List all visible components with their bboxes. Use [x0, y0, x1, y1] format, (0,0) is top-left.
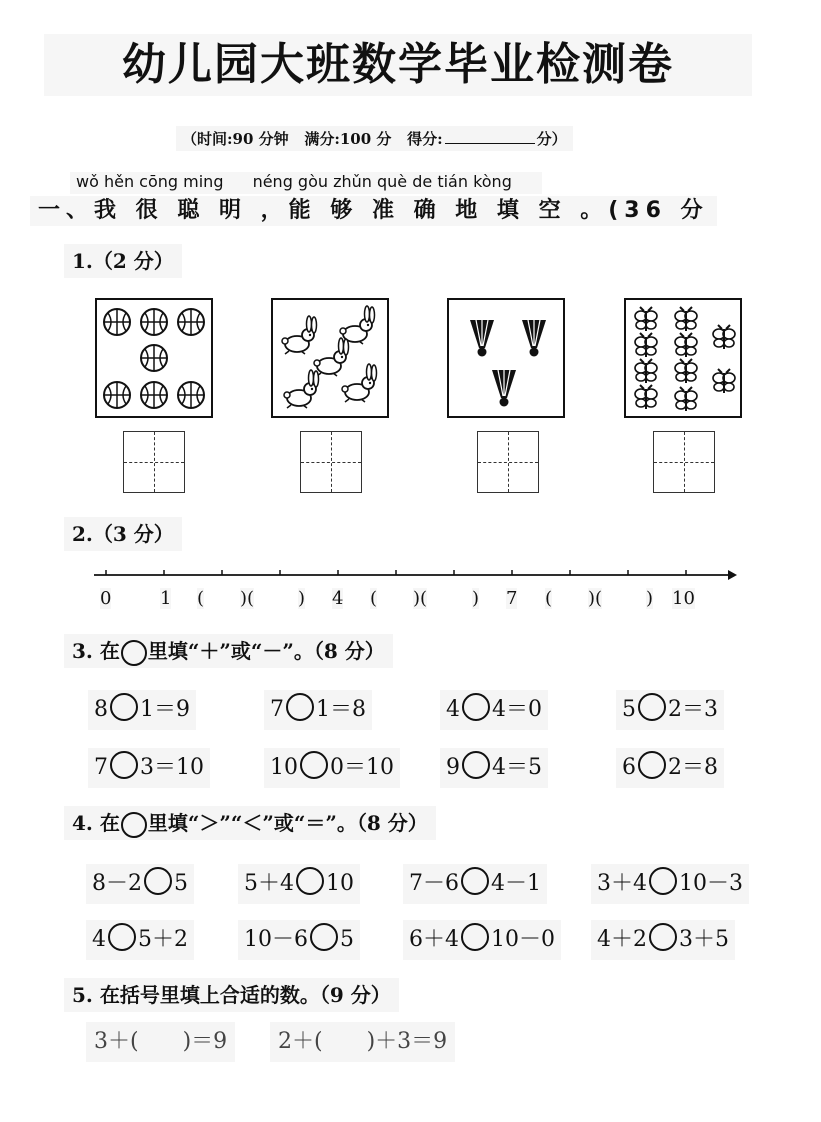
- tick-label[interactable]: )(: [413, 588, 428, 609]
- tick-label: 0: [100, 588, 112, 609]
- q5-heading: 5. 在括号里填上合适的数。（9 分）: [64, 978, 399, 1012]
- q3-equation: 7 1＝8: [264, 690, 372, 730]
- full-score: 满分:100 分: [304, 130, 392, 148]
- score-unit: 分）: [536, 130, 567, 148]
- tick-label[interactable]: )(: [240, 588, 255, 609]
- circle-icon: [121, 640, 147, 666]
- tick-label[interactable]: ): [472, 588, 480, 609]
- rabbit-box: [271, 298, 389, 418]
- answer-circle[interactable]: [296, 867, 324, 895]
- q3-equation: 5 2＝3: [616, 690, 724, 730]
- q4-comparison: 7－6 4－1: [403, 864, 547, 904]
- answer-circle[interactable]: [649, 923, 677, 951]
- q5-item[interactable]: 3＋( )＝9: [86, 1022, 235, 1062]
- rabbit-icon: [273, 300, 387, 416]
- answer-circle[interactable]: [310, 923, 338, 951]
- answer-grid[interactable]: [123, 431, 185, 493]
- q3-equation: 9 4＝5: [440, 748, 548, 788]
- pinyin-1: wǒ hěn cōng ming: [76, 172, 224, 191]
- answer-circle[interactable]: [108, 923, 136, 951]
- answer-grid[interactable]: [653, 431, 715, 493]
- pinyin-line: [70, 172, 542, 194]
- tick-label: 1: [160, 588, 172, 609]
- tick-label: 10: [672, 588, 695, 609]
- shuttlecock-box: [447, 298, 565, 418]
- answer-grid[interactable]: [300, 431, 362, 493]
- q4-label-post: 里填“＞”“＜”或“＝”。（8 分）: [147, 811, 428, 835]
- q4-comparison: 8－2 5: [86, 864, 194, 904]
- shuttlecock-icon: [449, 300, 563, 416]
- q3-equation: 10 0＝10: [264, 748, 400, 788]
- number-line: [92, 566, 742, 586]
- answer-circle[interactable]: [462, 693, 490, 721]
- q5-item[interactable]: 2＋( )＋3＝9: [270, 1022, 455, 1062]
- q1-heading: 1.（2 分）: [64, 244, 182, 278]
- insect-icon: [626, 300, 740, 416]
- q4-comparison: 4＋2 3＋5: [591, 920, 735, 960]
- answer-circle[interactable]: [462, 751, 490, 779]
- circle-icon: [121, 812, 147, 838]
- q3-equation: 4 4＝0: [440, 690, 548, 730]
- page-title: 幼儿园大班数学毕业检测卷: [44, 34, 752, 96]
- tick-label[interactable]: (: [370, 588, 378, 609]
- tick-label[interactable]: )(: [588, 588, 603, 609]
- section-1-heading: 一、我 很 聪 明 ，能 够 准 确 地 填 空 。(36 分: [30, 196, 717, 226]
- tick-label: 4: [332, 588, 344, 609]
- answer-circle[interactable]: [110, 693, 138, 721]
- answer-circle[interactable]: [638, 751, 666, 779]
- q4-heading: [64, 806, 436, 840]
- basketball-box: [95, 298, 213, 418]
- q3-label-post: 里填“＋”或“－”。（8 分）: [147, 639, 385, 663]
- answer-circle[interactable]: [461, 923, 489, 951]
- tick-label[interactable]: (: [545, 588, 553, 609]
- q4-comparison: 10－6 5: [238, 920, 360, 960]
- answer-circle[interactable]: [144, 867, 172, 895]
- q2-heading: 2.（3 分）: [64, 517, 182, 551]
- answer-circle[interactable]: [110, 751, 138, 779]
- tick-label: 7: [506, 588, 518, 609]
- answer-grid[interactable]: [477, 431, 539, 493]
- answer-circle[interactable]: [300, 751, 328, 779]
- q4-label-pre: 4. 在: [72, 811, 120, 835]
- q4-comparison: 3＋4 10－3: [591, 864, 749, 904]
- score-label: 得分:: [407, 130, 443, 148]
- basketball-icon: [97, 300, 211, 416]
- answer-circle[interactable]: [461, 867, 489, 895]
- answer-circle[interactable]: [286, 693, 314, 721]
- exam-meta: [176, 126, 573, 151]
- time-limit: （时间:90 分钟: [182, 130, 289, 148]
- tick-label[interactable]: ): [298, 588, 306, 609]
- q3-equation: 6 2＝8: [616, 748, 724, 788]
- q3-equation: 8 1＝9: [88, 690, 196, 730]
- insect-box: [624, 298, 742, 418]
- tick-label[interactable]: (: [197, 588, 205, 609]
- answer-circle[interactable]: [649, 867, 677, 895]
- q4-comparison: 6＋4 10－0: [403, 920, 561, 960]
- q3-label-pre: 3. 在: [72, 639, 120, 663]
- q3-equation: 7 3＝10: [88, 748, 210, 788]
- q4-comparison: 5＋4 10: [238, 864, 360, 904]
- score-blank[interactable]: [445, 131, 535, 144]
- answer-circle[interactable]: [638, 693, 666, 721]
- pinyin-2: néng gòu zhǔn què de tián kòng: [252, 172, 512, 191]
- tick-label[interactable]: ): [646, 588, 654, 609]
- q4-comparison: 4 5＋2: [86, 920, 194, 960]
- q3-heading: [64, 634, 393, 668]
